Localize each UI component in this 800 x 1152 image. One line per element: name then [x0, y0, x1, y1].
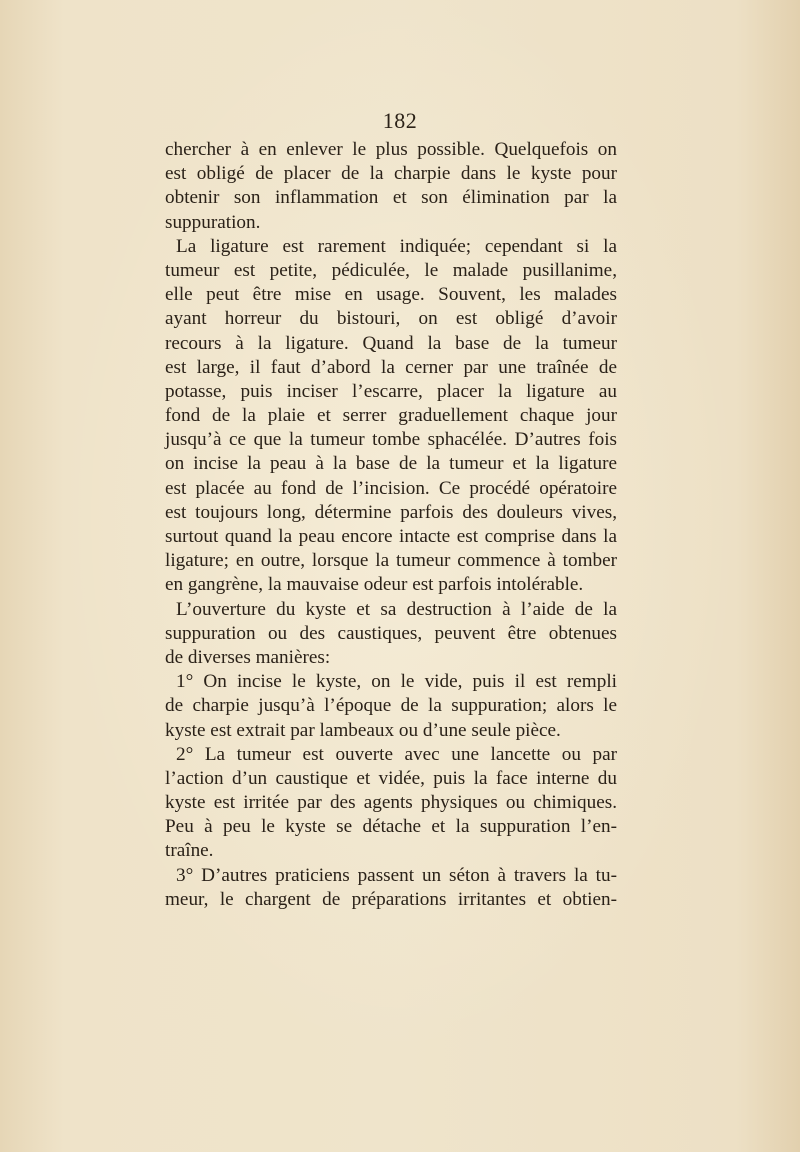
text-line: suppuration.	[165, 211, 261, 233]
text-line: L’ouverture du kyste et sa destruction à l’aide de la	[176, 598, 617, 620]
text-line: est large, il faut d’abord la cerner par une traînée de	[165, 356, 617, 378]
text-line: ayant horreur du bistouri, on est obligé d’avoir	[165, 308, 617, 330]
text-line: 1° On incise le kyste, on le vide, puis il est rempli	[176, 671, 617, 693]
text-line: est placée au fond de l’incision. Ce procédé opératoire	[165, 477, 617, 499]
text-line: en gangrène, la mauvaise odeur est parfois intolérable.	[165, 574, 584, 596]
text-line: fond de la plaie et serrer graduellement chaque jour	[165, 405, 617, 427]
text-line: jusqu’à ce que la tumeur tombe sphacélée. D’autres fois	[165, 429, 617, 451]
text-line: chercher à en enlever le plus possible. Quelquefois on	[165, 139, 617, 160]
text-line: kyste est irritée par des agents physiques ou chimiques.	[165, 792, 617, 814]
text-line: recours à la ligature. Quand la base de la tumeur	[165, 332, 617, 354]
text-line: est toujours long, détermine parfois des douleurs vives,	[165, 501, 617, 523]
text-line: on incise la peau à la base de la tumeur et la ligature	[165, 453, 617, 475]
text-line: La ligature est rarement indiquée; cependant si la	[176, 235, 617, 257]
text-line: potasse, puis inciser l’escarre, placer la ligature au	[165, 380, 617, 402]
text-line: surtout quand la peau encore intacte est comprise dans la	[165, 526, 617, 547]
text-line: l’action d’un caustique et vidée, puis la face interne du	[165, 767, 617, 789]
body-text	[165, 138, 617, 912]
text-line: ligature; en outre, lorsque la tumeur commence à tomber	[165, 550, 617, 572]
text-line: kyste est extrait par lambeaux ou d’une seule pièce.	[165, 719, 561, 741]
text-line: tumeur est petite, pédiculée, le malade pusillanime,	[165, 259, 617, 281]
text-line: Peu à peu le kyste se détache et la suppuration l’en-	[165, 816, 617, 838]
text-line: 3° D’autres praticiens passent un séton à travers la tu-	[176, 864, 617, 886]
text-line: traîne.	[165, 840, 214, 862]
text-line: est obligé de placer de la charpie dans le kyste pour	[165, 163, 617, 185]
text-line: de charpie jusqu’à l’époque de la suppuration; alors le	[165, 695, 617, 717]
page-number: 182	[382, 108, 418, 133]
text-line: suppuration ou des caustiques, peuvent être obtenues	[165, 622, 617, 644]
text-line: de diverses manières:	[165, 646, 331, 668]
text-line: 2° La tumeur est ouverte avec une lancette ou par	[176, 743, 617, 765]
text-line: obtenir son inflammation et son élimination par la	[165, 187, 617, 209]
text-line: meur, le chargent de préparations irritantes et obtien-	[165, 888, 617, 910]
text-line: elle peut être mise en usage. Souvent, les malades	[165, 284, 617, 306]
